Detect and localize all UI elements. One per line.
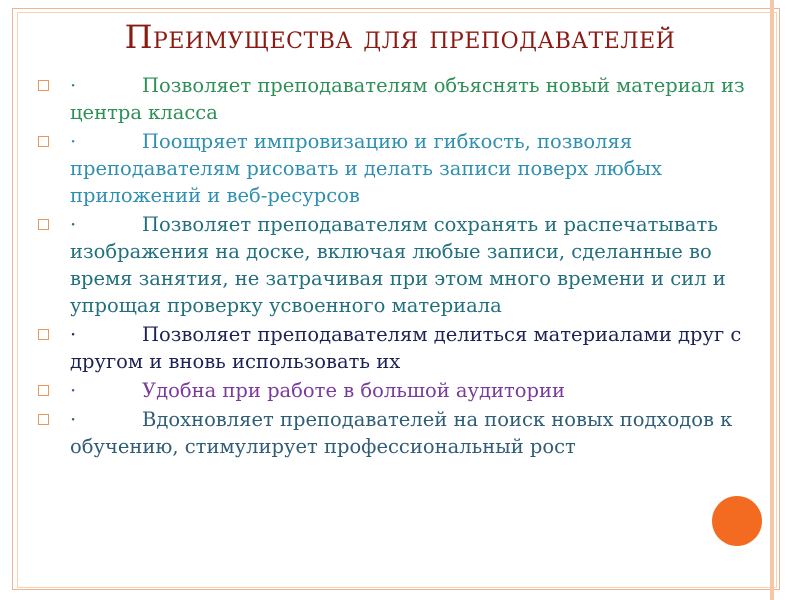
bullet-text: Позволяет преподавателям делиться материалами друг с другом и вновь использовать их [70, 323, 742, 373]
bullet-text: Поощряет импровизацию и гибкость, позволяя преподавателям рисовать и делать записи поверх любых приложений и веб-ресурсов [70, 130, 663, 207]
bullet-marker: · [70, 323, 77, 346]
bullet-list [34, 72, 764, 462]
bullet-text: Удобна при работе в большой аудитории [142, 379, 566, 402]
bullet-item [34, 72, 764, 126]
decorative-right-bar [770, 0, 774, 600]
bullet-square-icon [38, 80, 49, 91]
bullet-marker: · [70, 379, 77, 402]
slide-title: Преимущества для преподавателей [124, 18, 676, 56]
bullet-text: Позволяет преподавателям объяснять новый материал из центра класса [70, 74, 745, 124]
bullet-item [34, 211, 764, 319]
decorative-orange-circle [712, 496, 762, 546]
bullet-square-icon [38, 219, 49, 230]
bullet-square-icon [38, 136, 49, 147]
bullet-marker: · [70, 213, 77, 236]
bullet-square-icon [38, 385, 49, 396]
bullet-marker: · [70, 408, 77, 431]
bullet-text: Вдохновляет преподавателей на поиск новых подходов к обучению, стимулирует профессиональный рост [70, 408, 733, 458]
bullet-item [34, 406, 764, 460]
bullet-marker: · [70, 130, 77, 153]
bullet-item [34, 377, 764, 404]
bullet-square-icon [38, 329, 49, 340]
bullet-square-icon [38, 414, 49, 425]
bullet-text: Позволяет преподавателям сохранять и распечатывать изображения на доске, включая любые записи, сделанные во время занятия, не затрачивая при этом много времени и сил и упрощая проверку усвоенного материала [70, 213, 726, 317]
bullet-item [34, 321, 764, 375]
bullet-marker: · [70, 74, 77, 97]
bullet-item [34, 128, 764, 209]
